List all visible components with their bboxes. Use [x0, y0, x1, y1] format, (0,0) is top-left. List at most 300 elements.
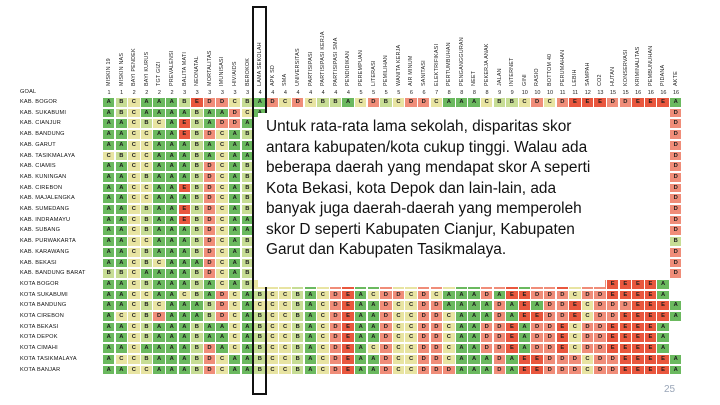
- score-cell: C: [267, 312, 278, 321]
- column-header: AIR MINUM: [408, 55, 415, 86]
- score-cell: A: [103, 205, 114, 214]
- score-cell: C: [216, 162, 227, 171]
- row-label: KAB. PURWAKARTA: [20, 238, 76, 245]
- score-cell: D: [670, 152, 681, 161]
- score-cell: A: [305, 333, 316, 342]
- score-cell: A: [116, 248, 127, 257]
- score-cell: C: [279, 301, 290, 310]
- row-label: KAB. MAJALENGKA: [20, 195, 75, 202]
- score-cell: A: [153, 152, 164, 161]
- score-cell: E: [506, 323, 517, 332]
- score-cell: C: [128, 280, 139, 289]
- score-cell: A: [179, 248, 190, 257]
- score-cell: A: [141, 344, 152, 353]
- score-cell: B: [191, 248, 202, 257]
- score-cell: A: [229, 130, 240, 139]
- score-cell: B: [380, 98, 391, 107]
- column-header: LAMA SEKOLAH: [257, 42, 264, 86]
- score-cell: C: [229, 291, 240, 300]
- score-cell: C: [128, 323, 139, 332]
- score-cell: A: [657, 280, 668, 289]
- column-header: PERTUMBUHAN: [446, 42, 453, 86]
- row-label: KAB. BANDUNG BARAT: [20, 270, 86, 277]
- score-cell: E: [569, 98, 580, 107]
- score-cell: B: [141, 280, 152, 289]
- score-cell: B: [191, 184, 202, 193]
- score-cell: B: [141, 333, 152, 342]
- score-cell: B: [254, 291, 265, 300]
- score-cell: D: [557, 366, 568, 375]
- score-cell: B: [191, 323, 202, 332]
- score-cell: C: [267, 366, 278, 375]
- goal-number: 3: [220, 90, 224, 96]
- score-cell: A: [355, 355, 366, 364]
- score-cell: C: [128, 259, 139, 268]
- score-cell: A: [216, 109, 227, 118]
- score-cell: A: [468, 301, 479, 310]
- score-cell: A: [368, 355, 379, 364]
- score-cell: A: [242, 355, 253, 364]
- score-cell: B: [191, 119, 202, 128]
- score-cell: A: [166, 301, 177, 310]
- score-cell: A: [494, 291, 505, 300]
- score-cell: D: [607, 312, 618, 321]
- score-cell: A: [153, 280, 164, 289]
- score-cell: A: [229, 280, 240, 289]
- score-cell: A: [103, 130, 114, 139]
- score-cell: C: [141, 184, 152, 193]
- score-cell: C: [443, 333, 454, 342]
- score-cell: C: [216, 269, 227, 278]
- score-cell: A: [229, 366, 240, 375]
- score-cell: E: [519, 355, 530, 364]
- score-cell: A: [116, 323, 127, 332]
- score-cell: A: [153, 291, 164, 300]
- score-cell: C: [393, 312, 404, 321]
- score-cell: C: [128, 141, 139, 150]
- score-cell: A: [166, 237, 177, 246]
- row-label: KOTA TASIKMALAYA: [20, 355, 77, 362]
- score-cell: E: [645, 355, 656, 364]
- goal-number: 16: [647, 90, 654, 96]
- column-header: SMA: [282, 73, 289, 86]
- score-cell: A: [116, 344, 127, 353]
- score-cell: E: [632, 301, 643, 310]
- score-cell: E: [620, 323, 631, 332]
- score-cell: A: [456, 323, 467, 332]
- score-cell: C: [393, 366, 404, 375]
- score-cell: D: [494, 344, 505, 353]
- score-cell: A: [103, 312, 114, 321]
- score-cell: A: [531, 301, 542, 310]
- score-cell: A: [153, 109, 164, 118]
- goal-number: 2: [145, 90, 149, 96]
- score-cell: D: [405, 98, 416, 107]
- score-cell: A: [468, 355, 479, 364]
- column-header: BAYI PENDEK: [131, 48, 138, 86]
- score-cell: A: [204, 109, 215, 118]
- score-cell: A: [116, 259, 127, 268]
- score-cell: A: [229, 237, 240, 246]
- score-cell: B: [242, 194, 253, 203]
- score-cell: B: [191, 291, 202, 300]
- score-cell: D: [204, 355, 215, 364]
- score-cell: A: [229, 248, 240, 257]
- score-cell: A: [468, 366, 479, 375]
- score-cell: A: [456, 355, 467, 364]
- score-cell: A: [204, 141, 215, 150]
- score-cell: C: [128, 344, 139, 353]
- score-cell: A: [305, 355, 316, 364]
- goal-number: 2: [170, 90, 174, 96]
- score-cell: C: [153, 301, 164, 310]
- score-cell: C: [128, 109, 139, 118]
- score-cell: A: [116, 226, 127, 235]
- score-cell: B: [254, 344, 265, 353]
- score-cell: C: [128, 194, 139, 203]
- score-cell: D: [431, 323, 442, 332]
- score-cell: D: [216, 98, 227, 107]
- score-cell: E: [645, 280, 656, 289]
- goal-number: 5: [359, 90, 363, 96]
- score-cell: B: [254, 355, 265, 364]
- score-cell: A: [191, 312, 202, 321]
- score-cell: C: [519, 98, 530, 107]
- row-label: KAB. KUNINGAN: [20, 173, 67, 180]
- score-cell: B: [103, 269, 114, 278]
- column-header: MISKIN 19: [106, 58, 112, 86]
- score-cell: B: [292, 312, 303, 321]
- score-cell: D: [204, 130, 215, 139]
- column-header: PERUMAHAN: [559, 49, 566, 86]
- score-cell: C: [582, 366, 593, 375]
- score-cell: C: [128, 205, 139, 214]
- score-cell: C: [229, 312, 240, 321]
- score-cell: E: [657, 355, 668, 364]
- score-cell: E: [657, 312, 668, 321]
- score-cell: A: [229, 216, 240, 225]
- score-cell: A: [254, 98, 265, 107]
- score-cell: B: [141, 205, 152, 214]
- score-cell: B: [292, 301, 303, 310]
- score-cell: D: [418, 312, 429, 321]
- score-cell: D: [393, 291, 404, 300]
- score-cell: E: [645, 98, 656, 107]
- goal-number: 8: [447, 90, 451, 96]
- goal-number: 5: [397, 90, 401, 96]
- score-cell: A: [179, 280, 190, 289]
- score-cell: A: [481, 366, 492, 375]
- goal-number: 3: [183, 90, 187, 96]
- score-cell: C: [317, 344, 328, 353]
- score-cell: D: [544, 344, 555, 353]
- score-cell: A: [166, 323, 177, 332]
- score-cell: B: [191, 173, 202, 182]
- score-cell: A: [229, 152, 240, 161]
- goal-number: 2: [132, 90, 136, 96]
- column-header: CO2: [597, 74, 604, 86]
- score-cell: E: [557, 333, 568, 342]
- score-cell: C: [128, 237, 139, 246]
- score-cell: C: [229, 333, 240, 342]
- row-label: KAB. CIREBON: [20, 184, 63, 191]
- goal-number: 8: [460, 90, 464, 96]
- score-cell: D: [418, 98, 429, 107]
- score-cell: C: [405, 301, 416, 310]
- score-cell: A: [481, 301, 492, 310]
- score-cell: D: [582, 344, 593, 353]
- score-cell: D: [620, 98, 631, 107]
- row-label: KAB. GARUT: [20, 141, 56, 148]
- score-cell: A: [103, 259, 114, 268]
- score-cell: A: [166, 194, 177, 203]
- score-cell: A: [166, 291, 177, 300]
- score-cell: A: [179, 333, 190, 342]
- score-cell: D: [204, 344, 215, 353]
- score-cell: D: [418, 323, 429, 332]
- score-cell: A: [216, 344, 227, 353]
- score-cell: E: [657, 301, 668, 310]
- column-header: PARTISIPASI: [307, 51, 314, 86]
- goal-number: 1: [120, 90, 124, 96]
- score-cell: A: [153, 130, 164, 139]
- score-cell: D: [670, 216, 681, 225]
- score-cell: B: [242, 98, 253, 107]
- score-cell: B: [141, 216, 152, 225]
- goal-number: 8: [485, 90, 489, 96]
- score-cell: C: [216, 141, 227, 150]
- score-cell: A: [153, 237, 164, 246]
- score-cell: D: [204, 173, 215, 182]
- column-header: PEMBUNUHAN: [647, 45, 654, 86]
- score-cell: A: [179, 226, 190, 235]
- score-cell: D: [494, 301, 505, 310]
- score-cell: E: [620, 355, 631, 364]
- score-cell: E: [607, 344, 618, 353]
- score-cell: E: [179, 119, 190, 128]
- score-cell: C: [128, 248, 139, 257]
- score-cell: A: [456, 333, 467, 342]
- score-cell: D: [544, 323, 555, 332]
- score-cell: A: [103, 291, 114, 300]
- score-cell: A: [355, 312, 366, 321]
- score-cell: A: [166, 141, 177, 150]
- score-cell: A: [153, 323, 164, 332]
- column-header: IMUNISASI: [219, 56, 226, 86]
- score-cell: D: [494, 312, 505, 321]
- score-cell: A: [166, 184, 177, 193]
- score-cell: E: [657, 98, 668, 107]
- score-cell: A: [141, 269, 152, 278]
- score-cell: D: [431, 344, 442, 353]
- column-header: LITERASI: [370, 60, 377, 86]
- score-cell: A: [116, 216, 127, 225]
- score-cell: D: [544, 355, 555, 364]
- callout-text: Untuk rata-rata lama sekolah, disparitas skor antara kabupaten/kota cukup tinggi. Walau ada beberapa daerah yang mendapat skor A seperti Kota Bekasi, kota Depok dan lain-lain, ada banyak juga daerah-daerah yang memperoleh skor D seperti Kabupaten Cianjur, Kabupaten Garut dan Kabupaten Tasikmalaya.: [266, 118, 591, 258]
- score-cell: A: [166, 109, 177, 118]
- score-cell: C: [569, 323, 580, 332]
- score-cell: A: [229, 259, 240, 268]
- score-cell: E: [342, 344, 353, 353]
- score-cell: C: [128, 312, 139, 321]
- score-cell: A: [191, 259, 202, 268]
- score-cell: C: [153, 119, 164, 128]
- score-cell: B: [254, 312, 265, 321]
- goal-number: 4: [258, 90, 262, 96]
- score-cell: C: [279, 355, 290, 364]
- score-cell: A: [506, 366, 517, 375]
- score-cell: D: [594, 366, 605, 375]
- score-cell: E: [645, 333, 656, 342]
- score-cell: A: [443, 301, 454, 310]
- goal-number: 4: [271, 90, 275, 96]
- score-cell: D: [594, 344, 605, 353]
- score-cell: A: [166, 130, 177, 139]
- score-cell: A: [242, 344, 253, 353]
- score-cell: A: [216, 323, 227, 332]
- score-cell: B: [292, 291, 303, 300]
- score-cell: C: [216, 237, 227, 246]
- column-header: MORTALITAS: [206, 50, 213, 86]
- score-cell: A: [229, 194, 240, 203]
- score-cell: A: [242, 323, 253, 332]
- score-cell: A: [229, 184, 240, 193]
- score-cell: C: [544, 98, 555, 107]
- score-cell: C: [141, 366, 152, 375]
- score-cell: D: [330, 366, 341, 375]
- score-cell: C: [267, 301, 278, 310]
- score-cell: A: [153, 269, 164, 278]
- score-cell: B: [242, 184, 253, 193]
- score-cell: C: [267, 355, 278, 364]
- score-cell: E: [179, 205, 190, 214]
- score-cell: C: [267, 291, 278, 300]
- score-cell: A: [204, 333, 215, 342]
- score-cell: D: [216, 119, 227, 128]
- score-cell: A: [103, 216, 114, 225]
- goal-number: 11: [572, 90, 579, 96]
- score-cell: D: [582, 291, 593, 300]
- goal-number: 12: [584, 90, 591, 96]
- score-cell: A: [242, 366, 253, 375]
- score-cell: B: [141, 301, 152, 310]
- score-cell: C: [242, 109, 253, 118]
- score-cell: E: [620, 344, 631, 353]
- score-cell: D: [204, 98, 215, 107]
- score-cell: C: [229, 323, 240, 332]
- score-cell: D: [380, 333, 391, 342]
- score-cell: D: [494, 323, 505, 332]
- score-cell: A: [191, 301, 202, 310]
- score-cell: D: [204, 226, 215, 235]
- goal-number: 15: [609, 90, 617, 96]
- score-cell: C: [116, 312, 127, 321]
- score-cell: E: [632, 323, 643, 332]
- score-cell: A: [116, 366, 127, 375]
- score-cell: C: [128, 301, 139, 310]
- score-cell: D: [544, 291, 555, 300]
- row-label: KAB. CIANJUR: [20, 120, 61, 127]
- score-cell: B: [242, 248, 253, 257]
- score-cell: B: [494, 98, 505, 107]
- score-cell: D: [204, 205, 215, 214]
- row-label: KOTA BANDUNG: [20, 302, 67, 309]
- score-cell: B: [141, 312, 152, 321]
- column-header: SAMPAH: [584, 62, 591, 86]
- score-cell: B: [179, 98, 190, 107]
- score-cell: E: [645, 301, 656, 310]
- score-cell: A: [368, 333, 379, 342]
- score-cell: B: [191, 194, 202, 203]
- score-cell: A: [443, 291, 454, 300]
- score-cell: B: [292, 355, 303, 364]
- score-cell: B: [292, 323, 303, 332]
- score-cell: D: [557, 301, 568, 310]
- score-cell: A: [519, 333, 530, 342]
- goal-number: 7: [435, 90, 439, 96]
- score-cell: E: [657, 366, 668, 375]
- score-cell: C: [405, 355, 416, 364]
- score-cell: D: [216, 301, 227, 310]
- goal-number: 13: [597, 90, 604, 96]
- score-cell: C: [405, 312, 416, 321]
- score-cell: C: [431, 291, 442, 300]
- score-cell: C: [216, 259, 227, 268]
- score-cell: A: [204, 119, 215, 128]
- goal-number: 10: [534, 90, 541, 96]
- score-cell: B: [191, 109, 202, 118]
- row-label: KAB. INDRAMAYU: [20, 216, 71, 223]
- score-cell: A: [456, 366, 467, 375]
- score-cell: B: [116, 269, 127, 278]
- score-cell: E: [632, 344, 643, 353]
- score-cell: A: [657, 291, 668, 300]
- score-cell: A: [506, 355, 517, 364]
- score-cell: D: [670, 205, 681, 214]
- score-cell: A: [355, 291, 366, 300]
- score-cell: E: [342, 323, 353, 332]
- score-cell: C: [216, 280, 227, 289]
- score-cell: D: [670, 119, 681, 128]
- score-cell: A: [179, 152, 190, 161]
- score-cell: A: [166, 205, 177, 214]
- score-cell: E: [645, 344, 656, 353]
- score-cell: A: [468, 98, 479, 107]
- score-cell: D: [380, 291, 391, 300]
- score-cell: C: [279, 312, 290, 321]
- column-header: KONSERVASI: [622, 49, 629, 86]
- score-cell: D: [670, 269, 681, 278]
- score-cell: C: [405, 323, 416, 332]
- score-cell: C: [153, 259, 164, 268]
- score-cell: D: [481, 323, 492, 332]
- score-cell: B: [670, 237, 681, 246]
- goal-number: 16: [635, 90, 642, 96]
- score-cell: A: [229, 226, 240, 235]
- score-cell: D: [330, 301, 341, 310]
- score-cell: A: [179, 366, 190, 375]
- score-cell: B: [242, 205, 253, 214]
- score-cell: A: [153, 216, 164, 225]
- score-cell: A: [468, 323, 479, 332]
- score-cell: C: [141, 194, 152, 203]
- score-cell: C: [128, 152, 139, 161]
- score-cell: E: [506, 333, 517, 342]
- score-cell: D: [544, 366, 555, 375]
- score-cell: A: [116, 301, 127, 310]
- score-cell: B: [191, 355, 202, 364]
- goal-number: 4: [283, 90, 287, 96]
